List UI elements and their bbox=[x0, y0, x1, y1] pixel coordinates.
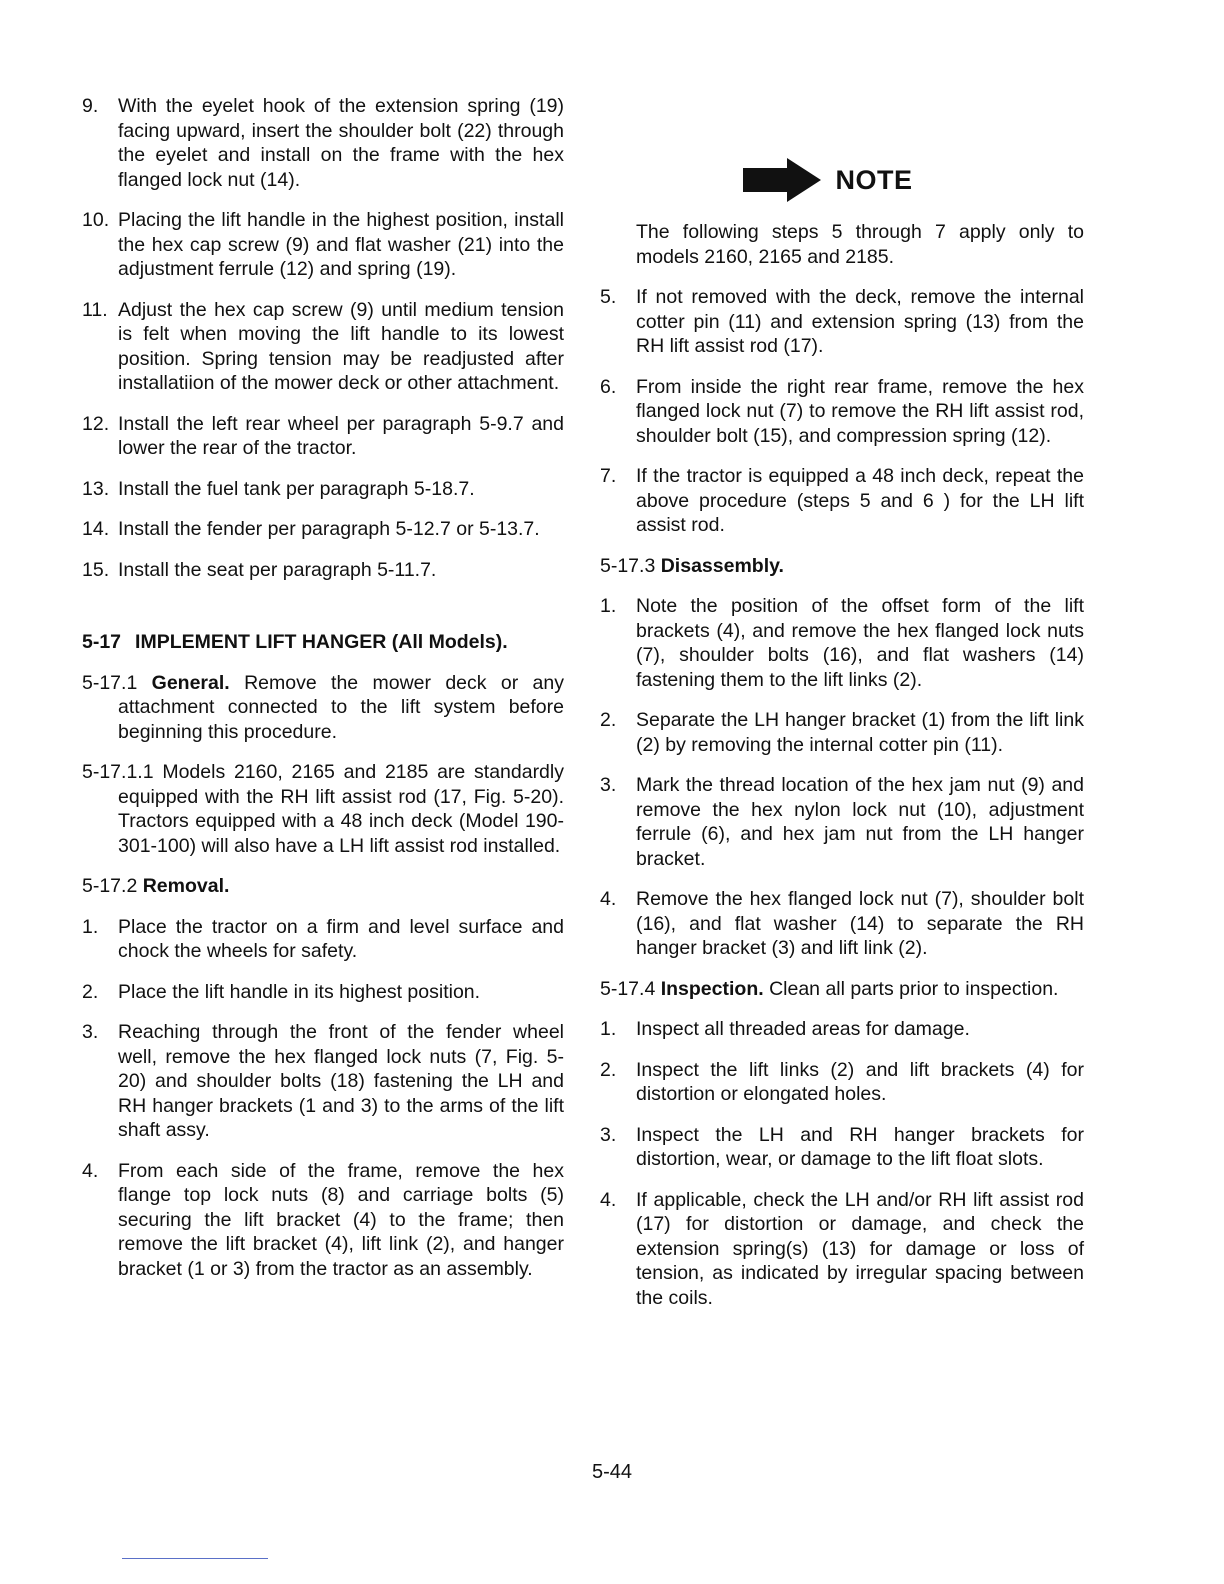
removal-step-6: 6. From inside the right rear frame, remove the hex flanged lock nut (7) to remove the RH lift assist rod, shoulder bolt (15), and compression spring (12). bbox=[600, 375, 1084, 447]
removal-step-1: 1. Place the tractor on a firm and level surface and chock the wheels for safety. bbox=[82, 915, 564, 962]
step-15: 15. Install the seat per paragraph 5-11.7. bbox=[82, 558, 437, 581]
disassembly-heading bbox=[600, 554, 1084, 579]
inspection-step-1: 1. Inspect all threaded areas for damage. bbox=[600, 1018, 970, 1040]
step-10: 10. Placing the lift handle in the highest position, install the hex cap screw (9) and flat washer (21) into the adjustment ferrule (12) and spring (19). bbox=[82, 209, 564, 280]
right-column bbox=[600, 158, 1084, 1326]
removal-step-7: 7. If the tractor is equipped a 48 inch deck, repeat the above procedure (steps 5 and 6 ) for the LH lift assist rod. bbox=[600, 465, 1084, 536]
disassembly-ref: 5-17.3 bbox=[600, 554, 656, 577]
disassembly-step-4: 4. Remove the hex flanged lock nut (7), shoulder bolt (16), and flat washer (14) to separate the RH hanger bracket (3) and lift link (2). bbox=[600, 888, 1084, 959]
note-text: The following steps 5 through 7 apply only to models 2160, 2165 and 2185. bbox=[636, 221, 1084, 268]
inspection-step-2: 2. Inspect the lift links (2) and lift brackets (4) for distortion or elongated holes. bbox=[600, 1058, 1084, 1105]
general-sub-paragraph bbox=[82, 760, 564, 858]
section-number: 5-17 bbox=[82, 631, 122, 653]
disassembly-step-2: 2. Separate the LH hanger bracket (1) from the lift link (2) by removing the internal cotter pin (11). bbox=[600, 709, 1084, 756]
removal-ref: 5-17.2 bbox=[82, 875, 138, 897]
step-12: 12. Install the left rear wheel per paragraph 5-9.7 and lower the rear of the tractor. bbox=[82, 412, 564, 459]
inspection-text: Clean all parts prior to inspection. bbox=[769, 977, 1059, 1000]
removal-title: Removal. bbox=[142, 875, 230, 897]
page-number: 5-44 bbox=[591, 1461, 633, 1483]
general-text: Remove the mower deck or any attachment connected to the lift system before beginning this procedure. bbox=[118, 671, 565, 743]
note-label: NOTE bbox=[835, 165, 913, 195]
inspection-paragraph bbox=[600, 977, 1084, 1002]
step-9: 9. With the eyelet hook of the extension spring (19) facing upward, insert the shoulder bolt (22) through the eyelet and install on the frame with the hex flanged lock nut (14). bbox=[82, 95, 564, 191]
inspection-title: Inspection. bbox=[660, 977, 764, 1000]
inspection-step-3: 3. Inspect the LH and RH hanger brackets for distortion, wear, or damage to the lift float slots. bbox=[600, 1123, 1084, 1170]
step-13: 13. Install the fuel tank per paragraph 5-18.7. bbox=[82, 477, 475, 500]
section-heading: IMPLEMENT LIFT HANGER (All Models). bbox=[135, 631, 508, 653]
inspection-step-4: 4. If applicable, check the LH and/or RH lift assist rod (17) for distortion or damage, and check the extension spring(s) (13) for damage or loss of tension, as indicated by irregular spacing between the coils. bbox=[600, 1188, 1084, 1309]
removal-step-2: 2. Place the lift handle in its highest position. bbox=[82, 980, 481, 1003]
step-11: 11. Adjust the hex cap screw (9) until medium tension is felt when moving the lift handle to its lowest position. Spring tension may be readjusted after installatiion of the mower deck or other attachment. bbox=[82, 298, 564, 394]
arrow-right-icon bbox=[743, 158, 821, 202]
general-ref: 5-17.1 bbox=[82, 671, 138, 694]
disassembly-step-3: 3. Mark the thread location of the hex jam nut (9) and remove the hex nylon lock nut (10), adjustment ferrule (6), and hex jam nut from the LH hanger bracket. bbox=[600, 774, 1084, 870]
note-header bbox=[572, 158, 1084, 202]
step-14: 14. Install the fender per paragraph 5-12.7 or 5-13.7. bbox=[82, 518, 540, 540]
removal-step-4: 4. From each side of the frame, remove the hex flange top lock nuts (8) and carriage bolts (5) securing the lift bracket (4) to the frame; then remove the lift bracket (4), lift link (2), and hanger bracket (1 or 3) from the tractor as an assembly. bbox=[82, 1159, 564, 1280]
general-sub-text: Models 2160, 2165 and 2185 are standardly equipped with the RH lift assist rod (17, Fig. 5-20). Tractors equipped with a 48 inch deck (Model 190-301-100) will also have a LH lift assist rod installed. bbox=[118, 761, 564, 857]
section-title bbox=[82, 630, 564, 655]
general-paragraph bbox=[82, 671, 564, 745]
removal-step-5: 5. If not removed with the deck, remove the internal cotter pin (11) and extension spring (13) from the RH lift assist rod (17). bbox=[600, 286, 1084, 357]
removal-step-3: 3. Reaching through the front of the fender wheel well, remove the hex flanged lock nuts (7, Fig. 5-20) and shoulder bolts (18) fastening the LH and RH hanger brackets (1 and 3) to the arms of the lift shaft assy. bbox=[82, 1021, 564, 1141]
left-column bbox=[82, 94, 564, 1297]
disassembly-title: Disassembly. bbox=[660, 554, 784, 577]
general-heading: General. bbox=[151, 671, 230, 694]
footer-divider bbox=[122, 1558, 268, 1559]
inspection-ref: 5-17.4 bbox=[600, 977, 656, 1000]
general-sub-ref: 5-17.1.1 bbox=[82, 761, 154, 783]
removal-heading bbox=[82, 874, 564, 899]
disassembly-step-1: 1. Note the position of the offset form of the lift brackets (4), and remove the hex flanged lock nuts (7), shoulder bolts (16), and flat washers (14) fastening them to the lift links (2). bbox=[600, 595, 1084, 691]
